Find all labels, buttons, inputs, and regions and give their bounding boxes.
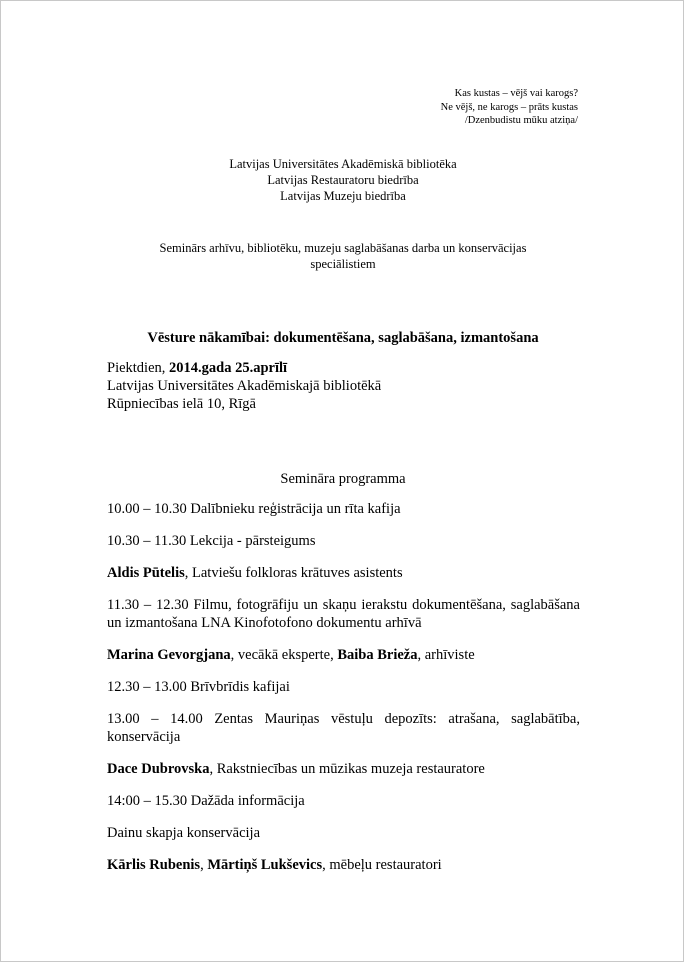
speaker-line (107, 856, 580, 874)
speaker-name: Baiba Brieža (337, 647, 418, 663)
program-item: Dainu skapja konservācija (107, 825, 261, 841)
program-item: 10.30 – 11.30 Lekcija - pārsteigums (107, 533, 316, 549)
epigraph (441, 87, 578, 128)
organizer-name: Latvijas Restauratoru biedrība (267, 173, 419, 187)
seminar-subtitle-line: speciālistiem (310, 257, 376, 271)
speaker-name: Kārlis Rubenis (107, 857, 201, 873)
epigraph-line: Ne vējš, ne karogs – prāts kustas (440, 101, 578, 113)
event-day: Piektdien, (107, 360, 170, 376)
speaker-name: Aldis Pūtelis (107, 565, 185, 581)
speaker-role: , arhīviste (417, 647, 475, 663)
speaker-name: Mārtiņš Lukševics (207, 857, 323, 873)
program-item: 14:00 – 15.30 Dažāda informācija (107, 793, 305, 809)
program-item: 13.00 – 14.00 Zentas Mauriņas vēstuļu depozīts: atrašana, saglabātība, konservācija (107, 711, 580, 745)
event-details (107, 359, 381, 413)
program-item: 10.00 – 10.30 Dalībnieku reģistrācija un rīta kafija (107, 501, 401, 517)
program-list (107, 500, 580, 888)
speaker-role: , vecākā eksperte, (230, 647, 338, 663)
organizer-name: Latvijas Muzeju biedrība (280, 189, 406, 203)
organizers (1, 156, 684, 204)
event-date-value: 2014.gada 25.aprīlī (169, 360, 288, 376)
program-item: 12.30 – 13.00 Brīvbrīdis kafijai (107, 679, 290, 695)
event-address: Rūpniecības ielā 10, Rīgā (107, 396, 256, 412)
speaker-line (107, 760, 580, 778)
speaker-name: Dace Dubrovska (107, 761, 210, 777)
speaker-role: , mēbeļu restauratori (322, 857, 442, 873)
speaker-role: , Latviešu folkloras krātuves asistents (184, 565, 403, 581)
organizer-name: Latvijas Universitātes Akadēmiskā bibliotēka (229, 157, 457, 171)
epigraph-line: Kas kustas – vējš vai karogs? (454, 88, 578, 99)
speaker-line (107, 564, 580, 582)
epigraph-line: /Dzenbudistu mūku atziņa/ (464, 115, 578, 126)
seminar-subtitle-line: Seminārs arhīvu, bibliotēku, muzeju saglabāšanas darba un konservācijas (159, 241, 527, 255)
speaker-line (107, 646, 580, 664)
program-item: 11.30 – 12.30 Filmu, fotogrāfiju un skaņu ierakstu dokumentēšana, saglabāšana un izmantošana LNA Kinofotofono dokumentu arhīvā (107, 597, 580, 631)
speaker-role: , Rakstniecības un mūzikas muzeja restauratore (209, 761, 485, 777)
seminar-subtitle (121, 240, 565, 272)
event-venue: Latvijas Universitātes Akadēmiskajā bibliotēkā (107, 378, 382, 394)
event-date (107, 359, 381, 377)
speaker-name: Marina Gevorgjana (107, 647, 231, 663)
speaker-separator: , (200, 857, 208, 873)
seminar-title: Vēsture nākamībai: dokumentēšana, saglabāšana, izmantošana (147, 330, 539, 346)
program-heading: Semināra programma (280, 471, 406, 487)
